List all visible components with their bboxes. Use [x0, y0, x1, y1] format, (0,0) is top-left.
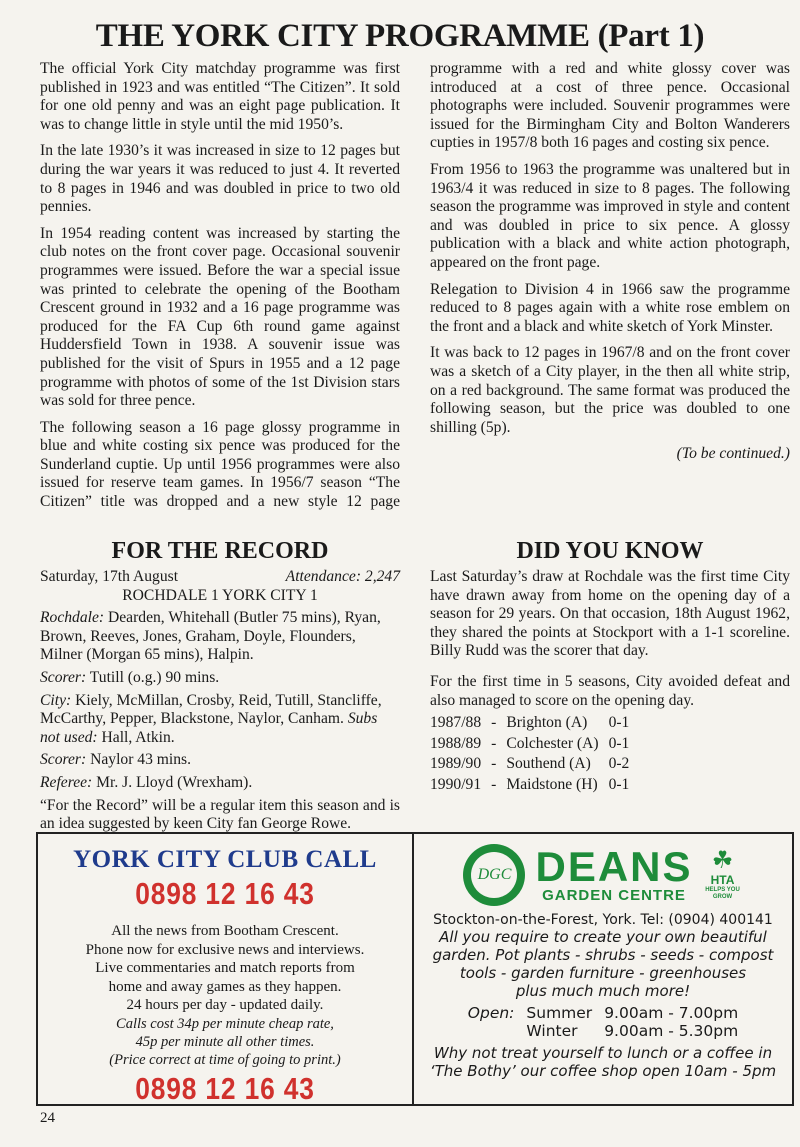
clubcall-advert [38, 834, 414, 1104]
article-paragraph: Relegation to Division 4 in 1966 saw the programme reduced to 8 pages again with a white rose emblem on the front and a black and white sketch of York Minster. [430, 280, 790, 335]
result-score: 0-1 [608, 714, 630, 732]
clubcall-phone: 0898 12 16 43 [135, 876, 315, 911]
scorer-label: Scorer: [40, 668, 87, 686]
result-season: 1990/91 [430, 775, 482, 793]
result-opponent: Colchester (A) [506, 734, 599, 752]
subs: Hall, Atkin. [97, 728, 175, 746]
clubcall-price: 45p per minute all other times. [135, 1033, 315, 1050]
result-score: 0-1 [608, 775, 630, 793]
result-row [430, 714, 639, 735]
referee: Mr. J. Lloyd (Wrexham). [92, 773, 253, 791]
deans-footer-line: ‘The Bothy’ our coffee shop open 10am - 5pm [429, 1062, 777, 1080]
article-body [40, 60, 790, 530]
result-score: 0-1 [608, 734, 630, 752]
deans-wordmark [535, 842, 693, 904]
advert-strip [36, 832, 794, 1106]
record-section [40, 568, 400, 838]
result-dash: - [491, 775, 497, 793]
clubcall-line: home and away games as they happen. [108, 978, 342, 995]
deans-blurb-line: tools - garden furniture - greenhouses [459, 964, 747, 982]
rochdale-label: Rochdale: [40, 609, 105, 627]
article-paragraph: In 1954 reading content was increased by starting the club notes on the front cover page. Occasional souvenir programmes were issued. Before the war a special issue was printed to celebrate the opening of the Bootham Crescent ground in 1932 and a 16 page programme was produced for the FA Cup 6th round game against Huddersfield Town in 1938. A souvenir issue was published for the visit of Spurs in 1955 and a 12 page programme with photos of some of the 1st Division stars was sold for three pence. [40, 224, 400, 410]
deans-address: Stockton-on-the-Forest, York. Tel: (0904) 400141 [433, 912, 773, 928]
article-paragraph: It was back to 12 pages in 1967/8 and on the front cover was a sketch of a City player, in the then all white strip, on a red background. The same format was produced the following season, but the price was doubled to one shilling (5p). [430, 344, 790, 436]
dyk-paragraph: Last Saturday’s draw at Rochdale was the first time City have drawn away from home on the opening day of a season for 29 years. On that occasion, 18th August 1962, they shared the points at Stockport with a 1-1 scoreline. Billy Rudd was the scorer that day. [430, 568, 790, 660]
hta-slogan: HELPS YOU GROW [705, 887, 740, 900]
dyk-heading: DID YOU KNOW [516, 538, 704, 564]
rochdale-scorer: Tutill (o.g.) 90 mins. [86, 668, 220, 686]
clubcall-phone-bottom: 0898 12 16 43 [135, 1070, 315, 1106]
deans-name: DEANS [535, 842, 693, 890]
deans-subtitle: GARDEN CENTRE [542, 886, 686, 904]
summer-hours: 9.00am - 7.00pm [604, 1004, 739, 1022]
deans-blurb-line: All you require to create your own beautiful [439, 928, 767, 946]
page-number: 24 [40, 1110, 55, 1126]
winter-hours: 9.00am - 5.30pm [604, 1022, 739, 1040]
deans-header [414, 844, 792, 906]
rochdale-lineup [40, 609, 400, 665]
article-paragraph: The following season a 16 page glossy programme in blue and white costing six pence was produced for the Sunderland cuptie. Up until 1956 programmes were also issued for reserve team games. In 1956/7 season “The Citizen” title was dropped and a new style 12 page programme with a red and white glossy cover was introduced at a cost of three pence. Occasional photographs were included. Souvenir programmes were issued for the Birmingham City and Bolton Wanderers cupties in 1957/8 both 16 pages and costing six pence. [40, 60, 790, 511]
clubcall-price: (Price correct at time of going to print.) [109, 1051, 341, 1068]
dyk-paragraph: For the first time in 5 seasons, City avoided defeat and also managed to score on the opening day. [430, 672, 790, 709]
result-season: 1988/89 [430, 734, 482, 752]
clubcall-line: Phone now for exclusive news and interviews. [85, 941, 365, 958]
city-scorer: Naylor 43 mins. [86, 751, 192, 769]
hta-text: HTA [710, 873, 735, 887]
to-be-continued: (To be continued.) [676, 445, 790, 463]
city-scorer-line [40, 751, 400, 770]
shamrock-icon: ☘ [711, 847, 734, 874]
result-row [430, 776, 639, 797]
result-dash: - [491, 734, 497, 752]
record-heading: FOR THE RECORD [111, 538, 329, 564]
referee-line [40, 774, 400, 793]
match-result: ROCHDALE 1 YORK CITY 1 [122, 586, 318, 604]
result-opponent: Southend (A) [506, 755, 591, 773]
result-score: 0-2 [608, 755, 630, 773]
clubcall-line: All the news from Bootham Crescent. [111, 923, 339, 939]
clubcall-line: Live commentaries and match reports from [95, 960, 355, 976]
article-paragraph: The official York City matchday programme was first published in 1923 and was entitled “The Citizen”. It sold for one old penny and was an eight page publication. It was to change little in style until the mid 1950’s. [40, 60, 400, 133]
article-paragraph: From 1956 to 1963 the programme was unaltered but in 1963/4 it was reduced in size to 8 pages. The following season the programme was improved in style and content and was doubled in price to six pence. A glossy publication with a black and white action photograph, appeared on the front page. [430, 160, 790, 271]
opening-day-results [430, 714, 639, 796]
attendance: Attendance: 2,247 [285, 568, 400, 585]
deans-blurb-line: plus much much more! [515, 982, 691, 1000]
city-lineup [40, 692, 400, 748]
opening-hours [468, 1004, 738, 1040]
clubcall-price: Calls cost 34p per minute cheap rate, [116, 1015, 334, 1032]
summer-label: Summer [526, 1004, 593, 1022]
deans-logo-text: DGC [471, 852, 517, 898]
deans-logo [463, 844, 525, 906]
clubcall-line: 24 hours per day - updated daily. [126, 997, 324, 1013]
result-dash: - [491, 714, 497, 732]
rochdale-scorer-line [40, 669, 400, 688]
result-season: 1987/88 [430, 714, 482, 732]
match-date: Saturday, 17th August [40, 568, 179, 585]
rochdale-team: Dearden, Whitehall (Butler 75 mins), Ryan, Brown, Reeves, Jones, Graham, Doyle, Flounders, Milner (Morgan 65 mins), Halpin. [40, 609, 381, 664]
city-label: City: [40, 691, 72, 709]
subs-label: Subs not used: [40, 710, 378, 746]
city-team: Kiely, McMillan, Crosby, Reid, Tutill, Stancliffe, McCarthy, Pepper, Blackstone, Naylor, Canham. [40, 691, 382, 728]
deans-blurb-line: garden. Pot plants - shrubs - seeds - compost [432, 946, 774, 964]
deans-advert [414, 834, 792, 1104]
article-paragraph: In the late 1930’s it was increased in size to 12 pages but during the war years it was reduced to just 4. It reverted to 8 pages in 1946 and was doubled in price to two old pennies. [40, 142, 400, 216]
result-dash: - [491, 755, 497, 773]
deans-footer-line: Why not treat yourself to lunch or a coffee in [433, 1044, 773, 1062]
hta-logo [703, 849, 743, 901]
result-opponent: Maidstone (H) [506, 775, 598, 793]
record-date-row [40, 568, 400, 587]
scorer-label: Scorer: [40, 751, 87, 769]
referee-label: Referee: [40, 773, 93, 791]
result-row [430, 755, 639, 776]
clubcall-title: YORK CITY CLUB CALL [73, 846, 377, 873]
result-season: 1989/90 [430, 755, 482, 773]
result-row [430, 735, 639, 756]
open-label: Open: [467, 1004, 515, 1022]
page-title: THE YORK CITY PROGRAMME (Part 1) [95, 18, 705, 54]
did-you-know-section [430, 568, 790, 797]
record-note: “For the Record” will be a regular item this season and is an idea suggested by keen City fan George Rowe. [40, 796, 400, 833]
winter-label: Winter [526, 1022, 578, 1040]
result-opponent: Brighton (A) [506, 714, 588, 732]
